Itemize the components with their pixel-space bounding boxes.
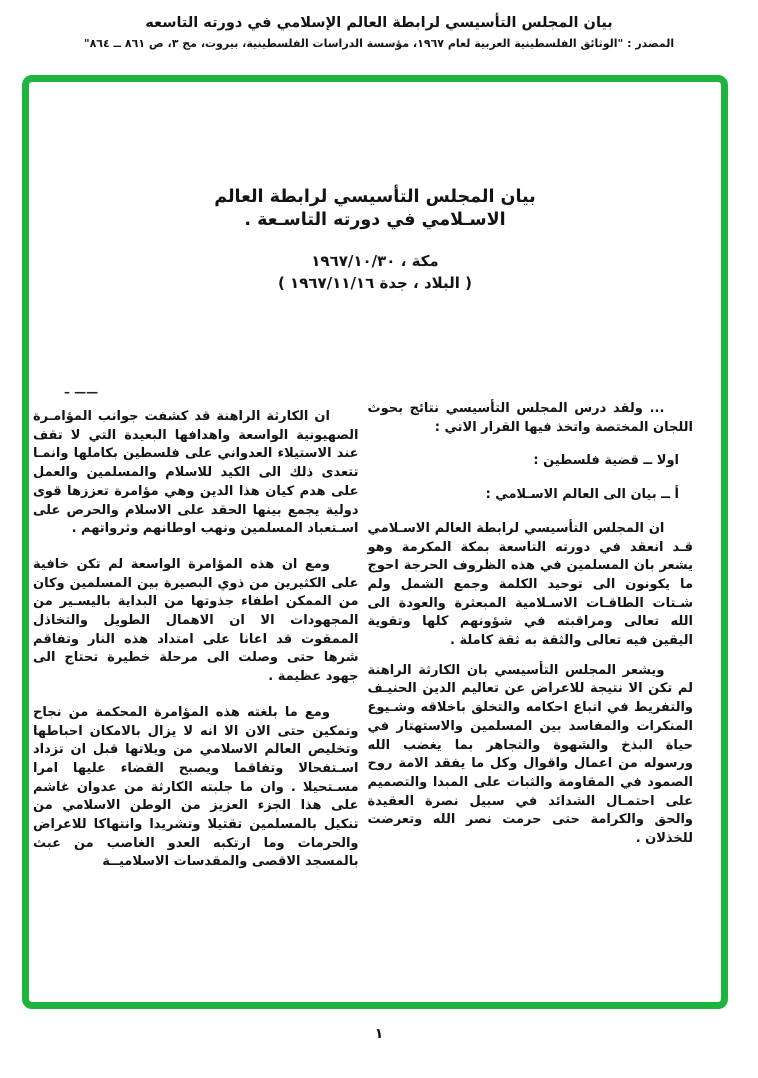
document-dateline — [29, 250, 721, 294]
document-title — [29, 186, 721, 232]
document-title-line1: بيان المجلس التأسيسي لرابطة العالم — [214, 187, 536, 207]
heading-palestine-issue: اولا ــ قضية فلسطين : — [533, 453, 679, 469]
left-paragraph-2: ومع ان هذه المؤامرة الواسعة لم تكن خافية على الكثيرين من ذوي البصيرة بين المسلمين وكان من الممكن اطفاء جذوتها من البداية باليسـير من المجهودات الا ان الاهمال الطويل والتخاذل الممقوت قد اعانا على امتداد هذه النار وتفاقم شرها حتى وصلت الى مرحلة خطيرة تحتاج الى جهود عظيمة . — [33, 556, 359, 685]
top-header — [0, 12, 758, 50]
dateline-mecca: مكة ، ١٩٦٧/١٠/٣٠ — [311, 252, 439, 270]
body-column-right — [368, 400, 694, 889]
document-frame — [22, 75, 728, 1009]
left-paragraph-3: ومع ما بلغته هذه المؤامرة المحكمة من نجاح وتمكين حتى الان الا انه لا يزال بالامكان احباطها وتخليص العالم الاسلامي من ويلاتها قبل ان تزداد اسـتفحالا وتفاقما ويصبح القضاء عليها امرا مسـتحيلا . وان ما جلبته الكارثة من عدوان غاشم على هذا الجزء العزيز من الوطن الاسلامي من تنكيل بالمسلمين تقتيلا وتشريدا وانتهاكا للاعراض والحرمات وما ارتكبه العدو الغاصب من عبث بالمسجد الاقصى والمقدسات الاسلاميــة — [33, 704, 359, 870]
document-title-line2: الاسـلامي في دورته التاسـعة . — [244, 210, 506, 230]
right-paragraph-1: ان المجلس التأسيسي لرابطة العالم الاسـلامي قـد انعقد في دورته التاسعة بمكة المكرمة وهو يشعر بان المسلمين في هذه الظروف الحرجة احوج ما يكونون الى توحيد الكلمة وجمع الشمل ولم شـتات الطاقـات الاسـلامية المبعثرة والعودة الى الله تعالى ومراقبته في شؤونهم كلها وتقوية اليقين فيه تعالى والثقة به ثقة كاملة . — [367, 520, 693, 649]
page-title: بيان المجلس التأسيسي لرابطة العالم الإسلامي في دورته التاسعه — [145, 15, 613, 31]
heading-statement-to-islamic-world: أ ــ بيان الى العالم الاسـلامي : — [485, 487, 679, 503]
page-number: ١ — [374, 1026, 384, 1042]
dateline-albilad: ( البلاد ، جدة ١٩٦٧/١١/١٦ ) — [277, 274, 473, 292]
left-paragraph-1: ان الكارثة الراهنة قد كشفت جوانب المؤامـرة الصهيونية الواسعة واهدافها البعيدة التي لا تقف عند الاستيلاء العدواني على فلسطين بكاملها وانمـا تتعدى ذلك الى الكيد للاسلام والمسلمين والعمل على هدم كيان هذا الدين وهي مؤامرة تعززها قوى دولية يجمع بينها الحقد على الاسلام والحرص على اسـتعباد المسلمين ونهب اوطانهم وثرواتهم . — [33, 409, 359, 537]
scan-artifact-dash: – —— — [64, 385, 99, 399]
body-column-left — [33, 400, 359, 889]
intro-paragraph: ... ولقد درس المجلس التأسيسي نتائج بحوث اللجان المختصة واتخذ فيها القرار الاتي : — [367, 401, 693, 435]
source-citation: المصدر : "الوثائق الفلسطينية العربية لعام ١٩٦٧، مؤسسة الدراسات الفلسطينية، بيروت، مج ٣، ص ٨٦١ ــ ٨٦٤" — [83, 37, 675, 50]
right-paragraph-2: ويشعر المجلس التأسيسي بان الكارثة الراهنة لم تكن الا نتيجة للاعراض عن تعاليم الدين الحنيـف والتفريط في اتباع احكامه والتخلق باخلاقه وشـيوع المنكرات والمفاسد بين المسلمين والاستهتار في حياة البذخ والشهوة والتجاهر بما يغضب الله ورسوله من اعمال واقوال وكل ما يفقد الامة روح الصمود في المقاومة والثبات على المبدا والتصميم على احتمـال الشدائد في سبيل نصرة العقيدة والحق والكرامة حتى حرمت نصر الله وتعرضت للخذلان . — [367, 662, 693, 847]
two-column-body — [33, 400, 693, 889]
